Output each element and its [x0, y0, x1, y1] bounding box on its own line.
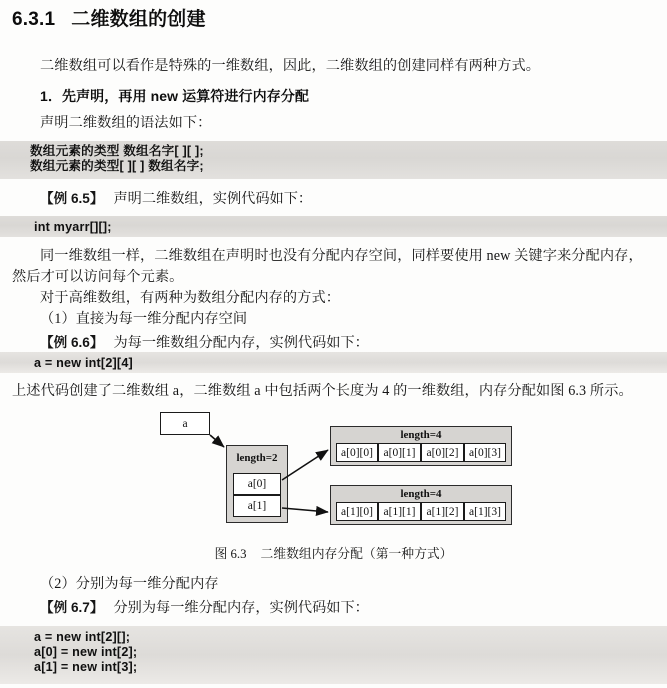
figure-row-1-cell-3: a[1][3] — [464, 502, 506, 521]
example-6-7-text: 分别为每一维分配内存，实例代码如下： — [113, 600, 369, 616]
arrow-a-to-outer — [210, 435, 224, 447]
page-title — [12, 4, 206, 31]
code-block-6-5 — [0, 216, 667, 237]
figure-outer-length-label: length=2 — [236, 452, 278, 464]
example-6-5-line — [40, 187, 312, 208]
example-6-7-tag: 【例 6.7】 — [40, 600, 104, 615]
arrow-cell1-to-row1 — [282, 508, 328, 512]
code-6-7-line-3: a[1] = new int[3]; — [34, 660, 138, 674]
arrow-cell0-to-row0 — [282, 450, 328, 480]
syntax-line-1: 数组元素的类型 数组名字[ ][ ]; — [30, 144, 204, 158]
example-6-5-tag: 【例 6.5】 — [40, 191, 104, 206]
figure-row-0-cell-0: a[0][0] — [336, 443, 378, 462]
code-block-6-7 — [0, 626, 667, 684]
figure-row-1-length-label: length=4 — [400, 488, 442, 500]
figure-6-3 — [0, 400, 667, 540]
figure-outer-cell-1: a[1] — [233, 495, 281, 517]
example-6-6-text: 为每一维数组分配内存，实例代码如下： — [113, 335, 369, 351]
paragraph-4: 上述代码创建了二维数组 a，二维数组 a 中包括两个长度为 4 的一维数组，内存分配如图 6.3 所示。 — [12, 383, 633, 399]
figure-row-0-cell-3: a[0][3] — [464, 443, 506, 462]
figure-row-0-cell-1: a[0][1] — [378, 443, 421, 462]
figure-row-0-length-label: length=4 — [400, 429, 442, 441]
figure-outer-cell-0: a[0] — [233, 473, 281, 495]
example-6-6-tag: 【例 6.6】 — [40, 335, 104, 350]
method-1-heading: 1．先声明，再用 new 运算符进行内存分配 — [40, 88, 309, 104]
figure-arrows — [0, 400, 667, 540]
figure-row-1-cell-2: a[1][2] — [421, 502, 464, 521]
syntax-lead-text: 声明二维数组的语法如下： — [40, 115, 212, 131]
code-6-7-line-2: a[0] = new int[2]; — [34, 645, 138, 659]
syntax-line-2: 数组元素的类型[ ][ ] 数组名字; — [30, 159, 204, 173]
figure-caption-number: 图 6.3 — [214, 547, 247, 561]
code-6-6-line-1: a = new int[2][4] — [34, 356, 133, 370]
example-6-7-line — [40, 596, 369, 617]
figure-variable-box: a — [160, 412, 210, 435]
paragraph-3: 对于高维数组，有两种为数组分配内存的方式： — [40, 290, 341, 306]
figure-row-1-cell-1: a[1][1] — [378, 502, 421, 521]
example-6-6-line — [40, 331, 369, 352]
syntax-code-block — [0, 141, 667, 179]
section-title-text: 二维数组的创建 — [71, 9, 206, 30]
list-item-2: （2）分别为每一维分配内存 — [40, 576, 219, 592]
figure-caption-text: 二维数组内存分配（第一种方式） — [260, 547, 453, 561]
section-number: 6.3.1 — [12, 9, 56, 30]
intro-paragraph: 二维数组可以看作是特殊的一维数组，因此，二维数组的创建同样有两种方式。 — [40, 58, 541, 74]
code-block-6-6 — [0, 352, 667, 373]
paragraph-2-line-1: 同一维数组一样，二维数组在声明时也没有分配内存空间，同样要使用 new 关键字来分配内存， — [40, 248, 643, 264]
paragraph-2-line-2: 然后才可以访问每个元素。 — [12, 269, 184, 285]
figure-row-1-cell-0: a[1][0] — [336, 502, 378, 521]
list-item-1: （1）直接为每一维分配内存空间 — [40, 311, 248, 327]
figure-caption — [0, 543, 667, 562]
code-6-7-line-1: a = new int[2][]; — [34, 630, 131, 644]
figure-row-0-cell-2: a[0][2] — [421, 443, 464, 462]
example-6-5-text: 声明二维数组，实例代码如下： — [113, 191, 313, 207]
code-6-5-line-1: int myarr[][]; — [34, 220, 112, 234]
